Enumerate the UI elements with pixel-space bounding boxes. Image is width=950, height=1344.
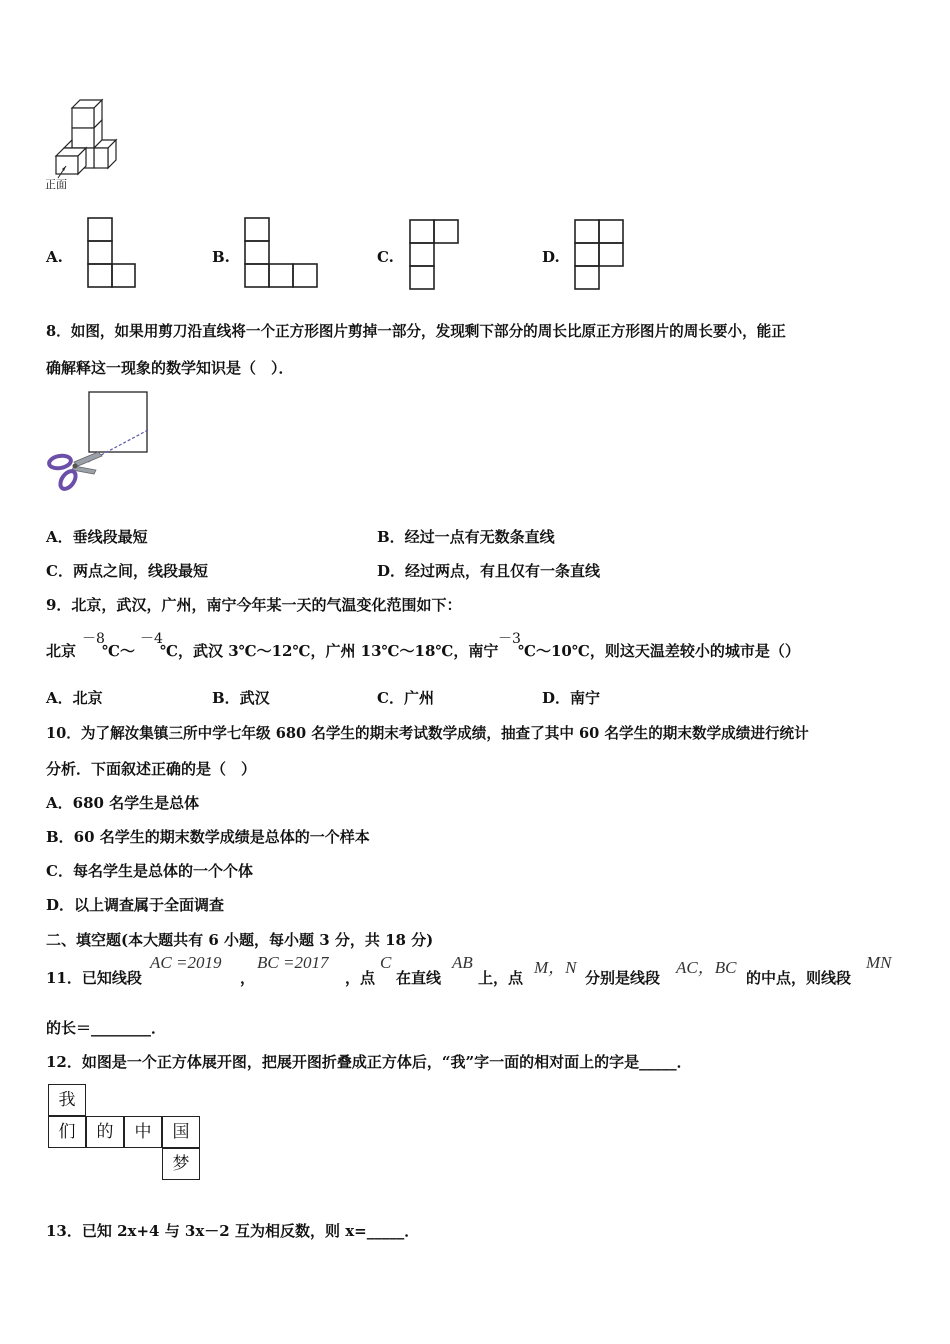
q11-formula-ac: AC =2019 bbox=[150, 953, 222, 972]
q8-stem-line1: 8．如图，如果用剪刀沿直线将一个正方形图片剪掉一部分，发现剩下部分的周长比原正方形图片的周长要小，能正 bbox=[46, 323, 786, 340]
section-heading: 二、填空题(本大题共有 6 小题，每小题 3 分，共 18 分) bbox=[46, 931, 434, 949]
q9-nanning-low: －3 bbox=[498, 631, 521, 647]
q9-beijing-label: 北京 bbox=[46, 642, 77, 660]
q10-option-a[interactable]: A．680 名学生是总体 bbox=[46, 794, 200, 812]
q11-part7: 的中点，则线段 bbox=[746, 969, 852, 987]
net-cell-guo: 国 bbox=[162, 1116, 200, 1148]
q8-option-b[interactable]: B．经过一点有无数条直线 bbox=[377, 528, 555, 546]
q8-option-d[interactable]: D．经过两点，有且仅有一条直线 bbox=[377, 562, 601, 580]
scissors-square-figure bbox=[46, 390, 156, 495]
q11-part3: ，点 bbox=[345, 969, 376, 987]
q9-stem: 9．北京，武汉，广州，南宁今年某一天的气温变化范围如下： bbox=[46, 596, 462, 614]
q9-option-d[interactable]: D．南宁 bbox=[542, 689, 601, 707]
cube-stack-figure bbox=[48, 98, 128, 178]
q10-option-d[interactable]: D．以上调查属于全面调查 bbox=[46, 896, 225, 914]
q11-part5: 上，点 bbox=[478, 969, 524, 987]
q11-line2: 的长＝________． bbox=[46, 1019, 167, 1037]
net-cell-de: 的 bbox=[86, 1116, 124, 1148]
q11-points-mn: M，N bbox=[534, 958, 577, 977]
cube-net-figure bbox=[48, 1084, 208, 1186]
q9-deg-to: ℃～ bbox=[102, 642, 135, 660]
q11-part4: 在直线 bbox=[396, 969, 442, 987]
q10-option-b[interactable]: B．60 名学生的期末数学成绩是总体的一个样本 bbox=[46, 828, 370, 846]
q11-part1: 11．已知线段 bbox=[46, 969, 142, 987]
option-d-label[interactable]: D. bbox=[542, 248, 560, 266]
net-cell-zhong: 中 bbox=[124, 1116, 162, 1148]
q8-option-c[interactable]: C．两点之间，线段最短 bbox=[46, 562, 208, 580]
q9-beijing-low: －8 bbox=[82, 631, 105, 647]
q11-segment-mn: MN bbox=[866, 953, 892, 972]
q11-segments: AC，BC bbox=[676, 958, 737, 977]
q10-stem-line1: 10．为了解汝集镇三所中学七年级 680 名学生的期末考试数学成绩，抽查了其中 60 名学生的期末数学成绩进行统计 bbox=[46, 725, 809, 742]
option-a-view bbox=[86, 216, 146, 288]
q8-option-a[interactable]: A．垂线段最短 bbox=[46, 528, 148, 546]
q11-part6: 分别是线段 bbox=[585, 969, 661, 987]
q9-tail-text: ℃～10℃，则这天温差较小的城市是（） bbox=[518, 642, 800, 660]
net-cell-men: 们 bbox=[48, 1116, 86, 1148]
q11-formula-bc: BC =2017 bbox=[257, 953, 329, 972]
q10-option-c[interactable]: C．每名学生是总体的一个个体 bbox=[46, 862, 253, 880]
option-a-label[interactable]: A. bbox=[46, 248, 63, 266]
q9-middle-text: ℃，武汉 3℃～12℃，广州 13℃～18℃，南宁 bbox=[160, 642, 499, 660]
q11-part2: ， bbox=[240, 969, 256, 987]
q9-option-b[interactable]: B．武汉 bbox=[212, 689, 270, 707]
q9-beijing-high: －4 bbox=[140, 631, 163, 647]
q12-stem: 12．如图是一个正方体展开图，把展开图折叠成正方体后，“我”字一面的相对面上的字是_____． bbox=[46, 1053, 692, 1071]
q13-stem: 13．已知 2x+4 与 3x－2 互为相反数，则 x=_____． bbox=[46, 1222, 420, 1240]
net-cell-meng: 梦 bbox=[162, 1148, 200, 1180]
front-label: 正面 bbox=[45, 178, 67, 191]
q11-line-ab: AB bbox=[452, 953, 473, 972]
option-c-view bbox=[408, 218, 468, 290]
q9-option-c[interactable]: C．广州 bbox=[377, 689, 434, 707]
option-b-view bbox=[243, 216, 323, 288]
q11-point-c: C bbox=[380, 953, 392, 972]
option-b-label[interactable]: B. bbox=[212, 248, 230, 266]
option-c-label[interactable]: C. bbox=[377, 248, 394, 266]
net-cell-wo: 我 bbox=[48, 1084, 86, 1116]
option-d-view bbox=[573, 218, 633, 290]
q10-stem-line2: 分析．下面叙述正确的是（ ） bbox=[46, 760, 257, 778]
q9-option-a[interactable]: A．北京 bbox=[46, 689, 103, 707]
q8-stem-line2: 确解释这一现象的数学知识是（ ）． bbox=[46, 359, 294, 377]
